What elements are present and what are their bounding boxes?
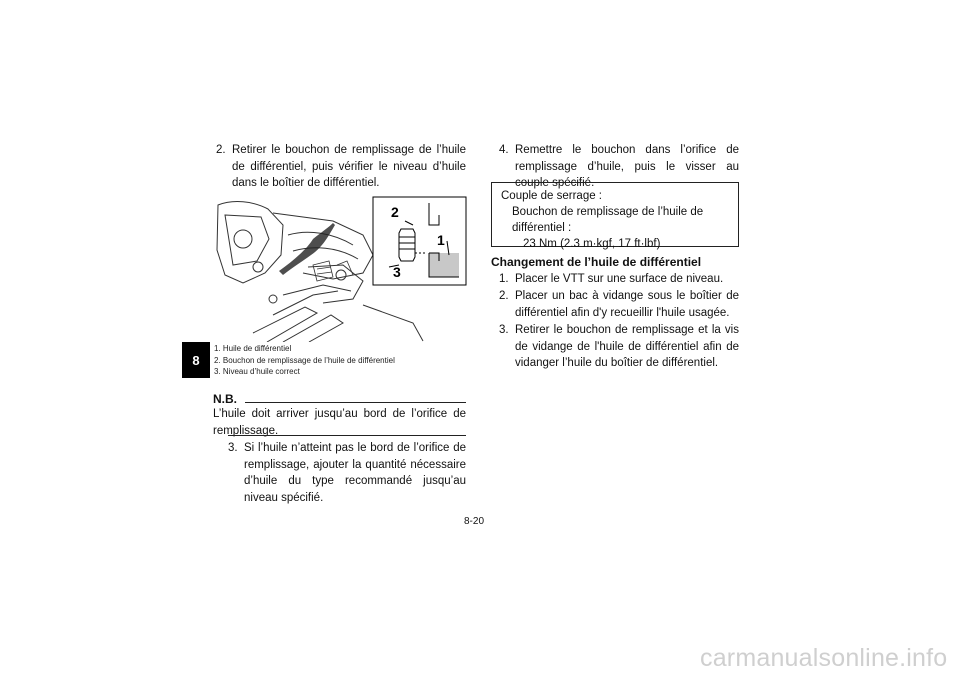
step-text: Placer le VTT sur une surface de niveau. [515,273,724,285]
step-3 [228,440,466,506]
chapter-number: 8 [192,352,200,368]
note-rule-bottom [228,435,466,436]
step-text: Retirer le bouchon de remplissage et la vis de vidange de l'huile de différentiel afin de vidanger l’huile du boîtier de différentiel. [515,324,739,369]
caption-3: 3. Niveau d’huile correct [214,367,300,376]
note-header [213,390,466,406]
step-number: 4. [499,144,509,156]
differential-illustration [213,195,467,342]
page-number: 8-20 [464,516,485,527]
torque-value: 23 Nm (2.3 m·kgf, 17 ft·lbf) [523,238,661,250]
step-text: Si l’huile n’atteint pas le bord de l’orifice de remplissage, ajouter la quantité nécessaire d’huile du type recommandé jusqu’au niveau spécifié. [244,442,466,504]
torque-item: Bouchon de remplissage de l’huile de différentiel : [512,206,704,234]
differential-drawing [213,195,467,342]
step-number: 2. [216,144,226,156]
caption-2: 2. Bouchon de remplissage de l’huile de différentiel [214,355,395,365]
figure-captions [214,343,474,378]
step-text: Retirer le bouchon de remplissage de l’huile de différentiel, puis vérifier le niveau d’huile dans le boîtier de différentiel. [232,144,466,189]
step-number: 3. [499,324,509,336]
note-rule-top [245,402,466,403]
torque-spec-box [491,182,739,250]
figure-label-3: 3 [393,264,401,280]
drain-step-2 [499,288,739,321]
chapter-tab [182,342,210,378]
watermark: carmanualsonline.info [700,644,948,672]
step-text: Placer un bac à vidange sous le boîtier de différentiel afin d'y recueillir l'huile usagée. [515,290,739,319]
note-title: N.B. [213,392,237,406]
note-text: L’huile doit arriver jusqu’au bord de l’orifice de remplissage. [213,408,466,437]
drain-step-1 [499,271,739,288]
drain-step-3 [499,322,739,372]
section-heading: Changement de l’huile de différentiel [491,255,702,269]
step-number: 2. [499,290,509,302]
caption-1: 1. Huile de différentiel [214,344,292,353]
step-2 [216,142,466,192]
figure-label-1: 1 [437,232,445,248]
step-number: 1. [499,273,509,285]
figure-label-2: 2 [391,204,399,220]
torque-title: Couple de serrage : [501,190,603,202]
step-text: Remettre le bouchon dans l’orifice de remplissage d’huile, puis le visser au couple spécifié. [515,144,739,189]
step-number: 3. [228,442,238,454]
